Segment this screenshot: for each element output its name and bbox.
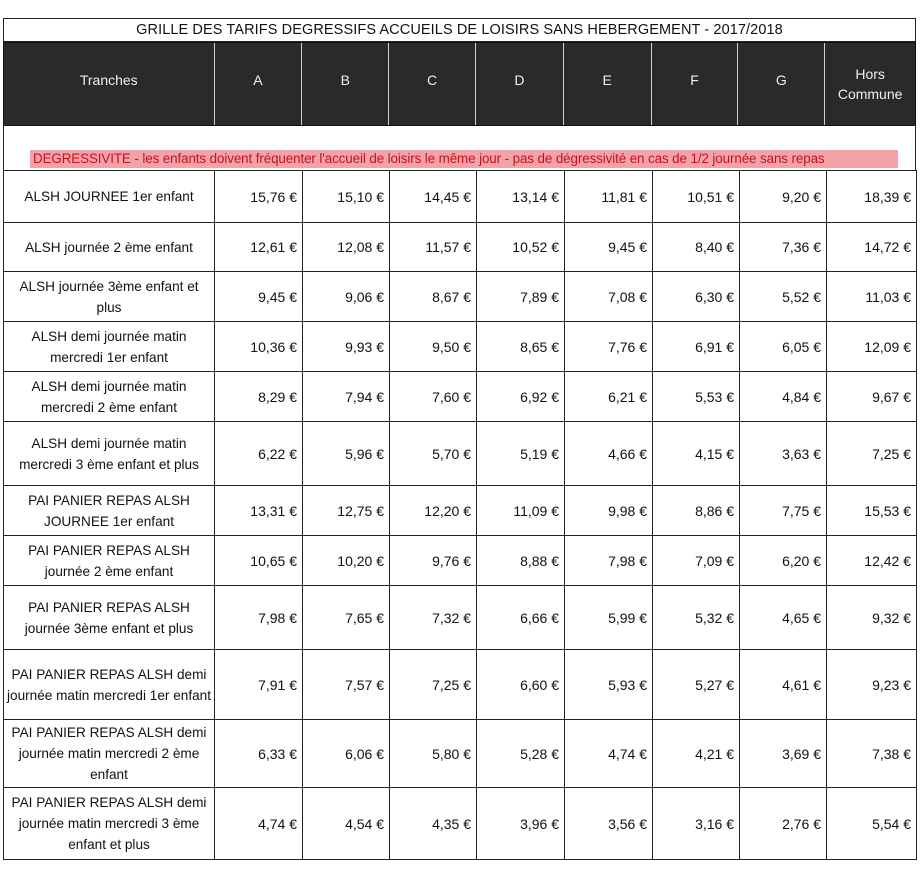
price-cell: 5,96 €	[303, 422, 390, 486]
price-hors-commune: 11,03 €	[827, 272, 917, 322]
price-cell: 5,70 €	[390, 422, 477, 486]
price-cell: 10,20 €	[303, 536, 390, 586]
price-cell: 5,93 €	[565, 650, 653, 720]
price-cell: 11,09 €	[477, 486, 565, 536]
price-cell: 10,65 €	[215, 536, 303, 586]
price-cell: 11,81 €	[565, 171, 653, 223]
price-cell: 4,66 €	[565, 422, 653, 486]
price-cell: 10,52 €	[477, 223, 565, 272]
price-cell: 9,45 €	[565, 223, 653, 272]
tariff-table	[3, 170, 917, 860]
price-cell: 7,91 €	[215, 650, 303, 720]
price-cell: 13,14 €	[477, 171, 565, 223]
price-cell: 4,65 €	[740, 586, 827, 650]
price-cell: 8,86 €	[653, 486, 740, 536]
price-cell: 5,53 €	[653, 372, 740, 422]
header-col-g: G	[738, 43, 825, 125]
price-cell: 7,25 €	[390, 650, 477, 720]
header-hors-commune: Hors Commune	[837, 66, 903, 102]
price-cell: 9,50 €	[390, 322, 477, 372]
header-col-a: A	[215, 43, 303, 125]
price-hors-commune: 12,42 €	[827, 536, 917, 586]
price-cell: 4,21 €	[653, 720, 740, 788]
price-cell: 6,60 €	[477, 650, 565, 720]
row-label: PAI PANIER REPAS ALSH journée 3ème enfant et plus	[4, 586, 215, 650]
price-cell: 2,76 €	[740, 788, 827, 860]
price-cell: 6,22 €	[215, 422, 303, 486]
header-col-c: C	[389, 43, 476, 125]
price-cell: 5,80 €	[390, 720, 477, 788]
price-cell: 9,20 €	[740, 171, 827, 223]
price-cell: 6,91 €	[653, 322, 740, 372]
price-cell: 4,61 €	[740, 650, 827, 720]
price-cell: 7,98 €	[215, 586, 303, 650]
row-label: PAI PANIER REPAS ALSH JOURNEE 1er enfant	[4, 486, 215, 536]
table-row	[4, 422, 917, 486]
price-cell: 11,57 €	[390, 223, 477, 272]
table-row	[4, 223, 917, 272]
price-cell: 7,76 €	[565, 322, 653, 372]
notice-band	[3, 126, 916, 170]
price-cell: 8,88 €	[477, 536, 565, 586]
table-row	[4, 372, 917, 422]
price-cell: 6,33 €	[215, 720, 303, 788]
price-cell: 5,52 €	[740, 272, 827, 322]
price-cell: 12,75 €	[303, 486, 390, 536]
price-cell: 4,35 €	[390, 788, 477, 860]
price-cell: 10,36 €	[215, 322, 303, 372]
price-cell: 9,45 €	[215, 272, 303, 322]
header-row	[3, 42, 916, 126]
row-label: PAI PANIER REPAS ALSH demi journée matin mercredi 1er enfant	[4, 650, 215, 720]
price-cell: 6,92 €	[477, 372, 565, 422]
price-cell: 3,69 €	[740, 720, 827, 788]
price-cell: 9,93 €	[303, 322, 390, 372]
price-hors-commune: 14,72 €	[827, 223, 917, 272]
header-col-b: B	[302, 43, 389, 125]
header-tranches: Tranches	[4, 43, 215, 125]
price-hors-commune: 18,39 €	[827, 171, 917, 223]
price-cell: 15,76 €	[215, 171, 303, 223]
price-cell: 6,66 €	[477, 586, 565, 650]
price-cell: 7,36 €	[740, 223, 827, 272]
price-cell: 8,67 €	[390, 272, 477, 322]
price-cell: 5,19 €	[477, 422, 565, 486]
table-row	[4, 322, 917, 372]
header-col-d: D	[476, 43, 564, 125]
price-cell: 6,05 €	[740, 322, 827, 372]
price-cell: 7,60 €	[390, 372, 477, 422]
table-row	[4, 486, 917, 536]
price-cell: 5,27 €	[653, 650, 740, 720]
price-hors-commune: 7,38 €	[827, 720, 917, 788]
price-cell: 7,75 €	[740, 486, 827, 536]
price-cell: 3,16 €	[653, 788, 740, 860]
price-cell: 12,08 €	[303, 223, 390, 272]
price-cell: 5,28 €	[477, 720, 565, 788]
price-cell: 5,99 €	[565, 586, 653, 650]
price-cell: 6,06 €	[303, 720, 390, 788]
row-label: PAI PANIER REPAS ALSH demi journée matin mercredi 2 ème enfant	[4, 720, 215, 788]
price-cell: 7,09 €	[653, 536, 740, 586]
price-hors-commune: 9,67 €	[827, 372, 917, 422]
price-cell: 10,51 €	[653, 171, 740, 223]
row-label: ALSH journée 3ème enfant et plus	[4, 272, 215, 322]
price-cell: 13,31 €	[215, 486, 303, 536]
price-cell: 9,98 €	[565, 486, 653, 536]
header-col-f: F	[652, 43, 739, 125]
table-row	[4, 788, 917, 860]
price-cell: 8,29 €	[215, 372, 303, 422]
price-cell: 7,89 €	[477, 272, 565, 322]
table-row	[4, 720, 917, 788]
price-cell: 6,30 €	[653, 272, 740, 322]
price-cell: 7,08 €	[565, 272, 653, 322]
price-cell: 7,65 €	[303, 586, 390, 650]
price-cell: 9,76 €	[390, 536, 477, 586]
price-cell: 8,65 €	[477, 322, 565, 372]
header-col-e: E	[564, 43, 652, 125]
price-cell: 6,20 €	[740, 536, 827, 586]
row-label: ALSH journée 2 ème enfant	[4, 223, 215, 272]
sheet-title: GRILLE DES TARIFS DEGRESSIFS ACCUEILS DE LOISIRS SANS HEBERGEMENT - 2017/2018	[3, 18, 916, 42]
price-hors-commune: 9,23 €	[827, 650, 917, 720]
price-cell: 3,63 €	[740, 422, 827, 486]
table-row	[4, 171, 917, 223]
price-cell: 12,20 €	[390, 486, 477, 536]
price-hors-commune: 5,54 €	[827, 788, 917, 860]
price-cell: 4,84 €	[740, 372, 827, 422]
row-label: ALSH demi journée matin mercredi 1er enfant	[4, 322, 215, 372]
price-cell: 3,96 €	[477, 788, 565, 860]
price-cell: 4,15 €	[653, 422, 740, 486]
table-row	[4, 586, 917, 650]
price-hors-commune: 7,25 €	[827, 422, 917, 486]
table-row	[4, 650, 917, 720]
price-cell: 9,06 €	[303, 272, 390, 322]
degressivity-notice: DEGRESSIVITE - les enfants doivent fréquenter l'accueil de loisirs le même jour - pas de dégressivité en cas de 1/2 journée sans repas	[30, 150, 898, 168]
price-cell: 4,74 €	[215, 788, 303, 860]
table-row	[4, 536, 917, 586]
price-cell: 12,61 €	[215, 223, 303, 272]
price-cell: 7,32 €	[390, 586, 477, 650]
price-hors-commune: 15,53 €	[827, 486, 917, 536]
price-hors-commune: 9,32 €	[827, 586, 917, 650]
price-cell: 15,10 €	[303, 171, 390, 223]
row-label: PAI PANIER REPAS ALSH journée 2 ème enfant	[4, 536, 215, 586]
price-hors-commune: 12,09 €	[827, 322, 917, 372]
row-label: ALSH demi journée matin mercredi 3 ème enfant et plus	[4, 422, 215, 486]
price-cell: 5,32 €	[653, 586, 740, 650]
row-label: PAI PANIER REPAS ALSH demi journée matin mercredi 3 ème enfant et plus	[4, 788, 215, 860]
price-cell: 14,45 €	[390, 171, 477, 223]
price-cell: 8,40 €	[653, 223, 740, 272]
price-cell: 7,98 €	[565, 536, 653, 586]
table-row	[4, 272, 917, 322]
price-cell: 3,56 €	[565, 788, 653, 860]
price-cell: 7,94 €	[303, 372, 390, 422]
row-label: ALSH JOURNEE 1er enfant	[4, 171, 215, 223]
price-cell: 6,21 €	[565, 372, 653, 422]
row-label: ALSH demi journée matin mercredi 2 ème enfant	[4, 372, 215, 422]
price-cell: 4,54 €	[303, 788, 390, 860]
price-cell: 4,74 €	[565, 720, 653, 788]
price-cell: 7,57 €	[303, 650, 390, 720]
